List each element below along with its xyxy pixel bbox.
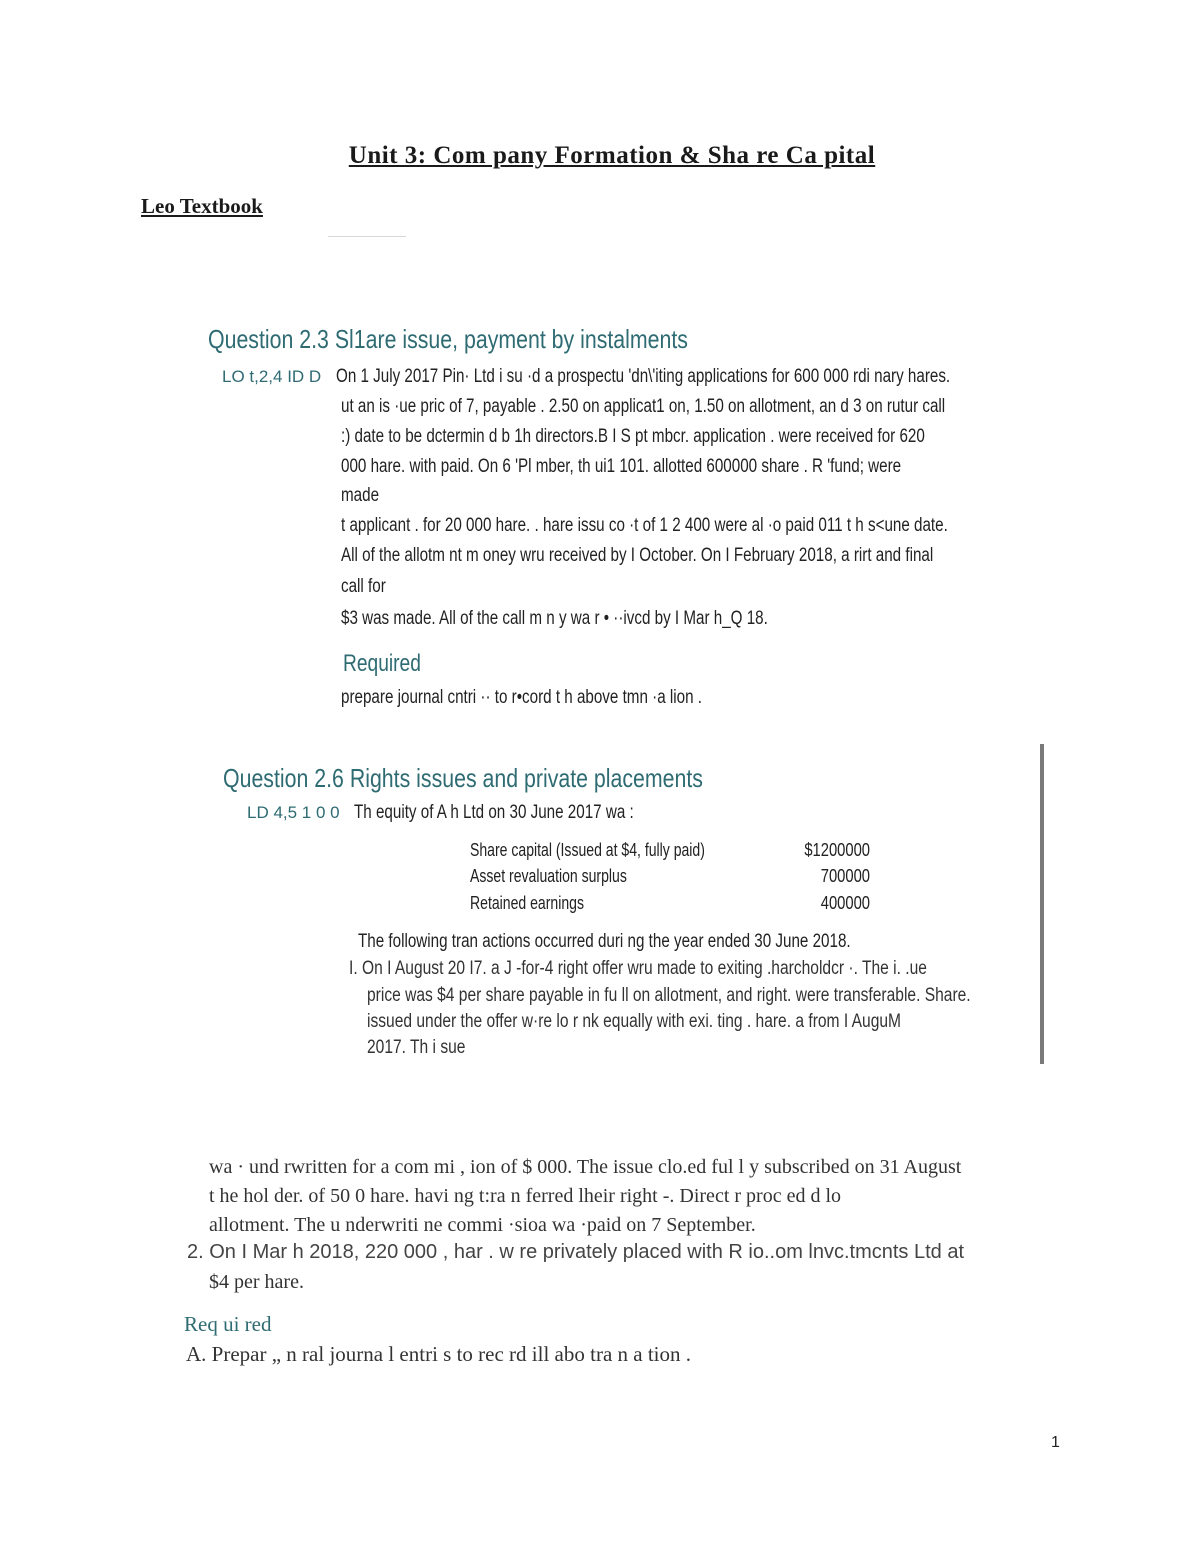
question-2-6-required-label: Req ui red <box>184 1312 272 1336</box>
equity-row-label: Share capital (Issued at $4, fully paid) <box>470 840 705 860</box>
transaction-item-1-continued: t he hol der. of 50 0 hare. havi ng t:ra n ferred lheir right -. Direct r proc ed d lo <box>209 1185 842 1207</box>
question-2-3-required-label: Required <box>343 650 421 677</box>
question-2-3-line: ut an is ·ue pric of 7, payable . 2.50 on applicat1 on, 1.50 on allotment, an d 3 on rutur call <box>341 396 946 417</box>
question-2-3-line: call for <box>341 576 386 597</box>
question-2-3-line: made <box>341 485 380 506</box>
question-2-3-line: All of the allotm nt m oney wru received by I October. On I February 2018, a rirt and final <box>341 545 934 566</box>
transaction-item-2-line: $4 per hare. <box>209 1271 304 1293</box>
page-subtitle: Leo Textbook <box>141 194 263 218</box>
question-2-6-learning-objectives: LD 4,5 1 0 0 <box>247 803 340 822</box>
equity-row-value: 400000 <box>820 893 870 913</box>
margin-bar <box>1040 744 1044 1064</box>
question-2-3-line: $3 was made. All of the call m n y wa r • ··ivcd by I Mar h_Q 18. <box>341 608 768 629</box>
question-2-6-intro: Th equity of A h Ltd on 30 June 2017 wa : <box>354 802 634 823</box>
transaction-item-1-continued: wa · und rwritten for a com mi , ion of $ 000. The issue clo.ed ful l y subscribed on 31 August <box>209 1156 962 1178</box>
question-2-3-line: t applicant . for 20 000 hare. . hare issu co ·t of 1 2 400 were al ·o paid 011 t h s<une date. <box>341 515 948 536</box>
transaction-item-1-line: 2017. Th i sue <box>367 1037 466 1058</box>
page-title: Unit 3: Com pany Formation & Sha re Ca pital <box>348 142 876 169</box>
transaction-item-1-line: price was $4 per share payable in fu ll on allotment, and right. were transferable. Share. <box>367 985 971 1006</box>
equity-row-label: Asset revaluation surplus <box>470 866 627 886</box>
question-2-3-required-text: prepare journal cntri ·· to r•cord t h above tmn ·a lion . <box>341 687 702 708</box>
equity-row-label: Retained earnings <box>470 893 584 913</box>
transaction-item-2-line: 2. On I Mar h 2018, 220 000 , har . w re privately placed with R io..om lnvc.tmcnts Ltd at <box>187 1241 965 1263</box>
transactions-intro: The following tran actions occurred duri ng the year ended 30 June 2018. <box>358 931 851 952</box>
transaction-item-1-line: issued under the offer w·re lo r nk equally with exi. ting . hare. a from I AuguM <box>367 1011 902 1032</box>
divider <box>328 236 406 237</box>
question-2-3-heading: Question 2.3 Sl1are issue, payment by instalments <box>208 324 688 354</box>
transaction-item-1-continued: allotment. The u nderwriti ne commi ·sioa wa ·paid on 7 September. <box>209 1214 756 1236</box>
transaction-item-1-line: I. On I August 20 I7. a J -for-4 right offer wru made to exiting .harcholdcr ·. The i. .ue <box>349 958 927 979</box>
equity-row-value: $1200000 <box>804 840 870 860</box>
equity-row-value: 700000 <box>820 866 870 886</box>
question-2-6-required-text: A. Prepar „ n ral journa l entri s to rec rd ill abo tra n a tion . <box>186 1342 692 1366</box>
question-2-3-line: 000 hare. with paid. On 6 'Pl mber, th ui1 101. allotted 600000 share . R 'fund; were <box>341 456 902 477</box>
question-2-6-heading: Question 2.6 Rights issues and private placements <box>223 763 703 793</box>
question-2-3-learning-objectives: LO t,2,4 ID D <box>222 367 322 386</box>
page-number: 1 <box>1051 1434 1060 1451</box>
question-2-3-line: :) date to be dctermin d b 1h directors.B I S pt mbcr. application . were received for 620 <box>341 426 925 447</box>
question-2-3-line: On 1 July 2017 Pin· Ltd i su ·d a prospectu 'dn\'iting applications for 600 000 rdi nary hares. <box>336 366 951 387</box>
